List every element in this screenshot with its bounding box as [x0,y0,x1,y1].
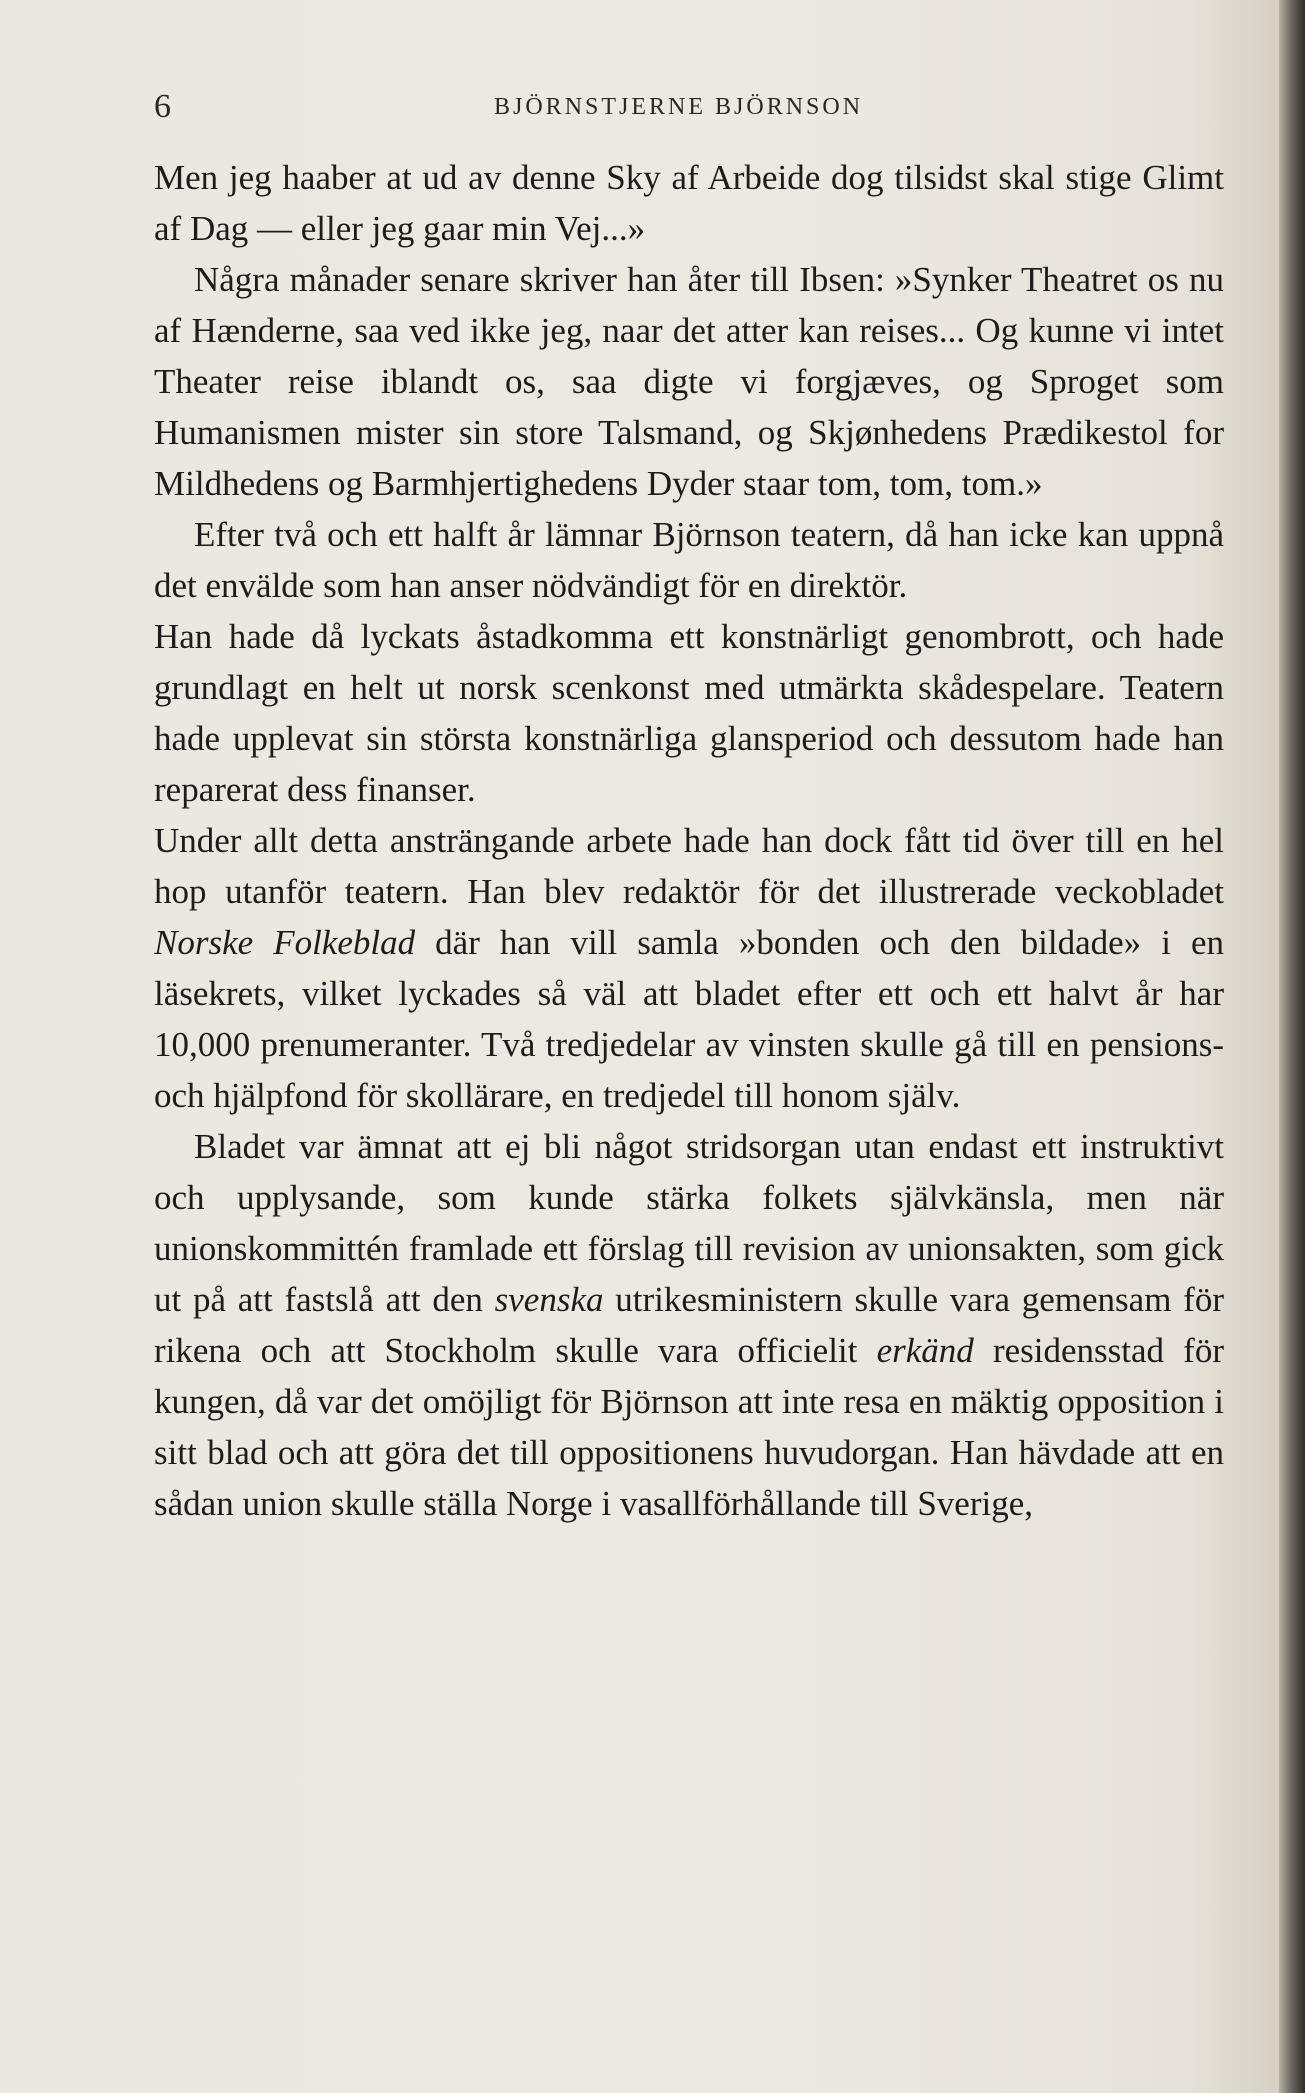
paragraph-text: Under allt detta ansträngande arbete hade han dock fått tid över till en hel hop utanför teatern. Han blev redaktör för det illustrerade veckobladet [154,821,1224,911]
paragraph: Han hade då lyckats åstadkomma ett konstnärligt genombrott, och hade grundlagt en helt ut norsk scenkonst med utmärkta skådespelare. Teatern hade upplevat sin största konstnärliga glansperiod och dessutom hade han reparerat dess finanser. [154,617,1224,809]
paragraph: Men jeg haaber at ud av denne Sky af Arbeide dog tilsidst skal stige Glimt af Dag — eller jeg gaar min Vej...» [154,158,1224,248]
paragraph-text: Bladet var ämnat att ej bli något stridsorgan utan endast ett instruktivt och upplysande, som kunde stärka folkets självkänsla, men när unionskommittén framlade ett förslag till revision av unionsakten, som gick ut på att fastslå att den [154,1127,1224,1319]
italic-word: svenska [494,1280,604,1319]
paragraph: Några månader senare skriver han åter till Ibsen: »Synker Theatret os nu af Hænderne, saa ved ikke jeg, naar det atter kan reises... Og kunne vi intet Theater reise iblandt os, saa digte vi forgjæves, og Sproget som Humanismen mister sin store Talsmand, og Skjønhedens Prædikestol for Mildhedens og Barmhjertighedens Dyder staar tom, tom, tom.» [154,260,1224,503]
paragraph [154,815,1224,1121]
paragraph-text: utrikesministern skulle vara gemensam för rikena och att Stockholm skulle vara officielit [154,1280,1224,1370]
book-spine-shadow [1279,0,1305,2093]
body-text [154,152,1224,1529]
page-header [154,88,1224,132]
paragraph: Efter två och ett halft år lämnar Björnson teatern, då han icke kan uppnå det envälde som han anser nödvändigt för en direktör. [154,515,1224,605]
italic-word: erkänd [876,1331,974,1370]
paragraph-text: där han vill samla »bonden och den bildade» i en läsekrets, vilket lyckades så väl att bladet efter ett och ett halvt år har 10,000 prenumeranter. Två tredjedelar av vinsten skulle gå till en pensions- och hjälpfond för skollärare, en tredjedel till honom själv. [154,923,1224,1115]
italic-title: Norske Folkeblad [154,923,416,962]
running-title: BJÖRNSTJERNE BJÖRNSON [494,94,864,120]
paragraph-text: residensstad för kungen, då var det omöjligt för Björnson att inte resa en mäktig opposition i sitt blad och att göra det till oppositionens huvudorgan. Han hävdade att en sådan union skulle ställa Norge i vasallförhållande till Sverige, [154,1331,1224,1523]
page-number: 6 [154,88,171,125]
paragraph [154,1121,1224,1529]
